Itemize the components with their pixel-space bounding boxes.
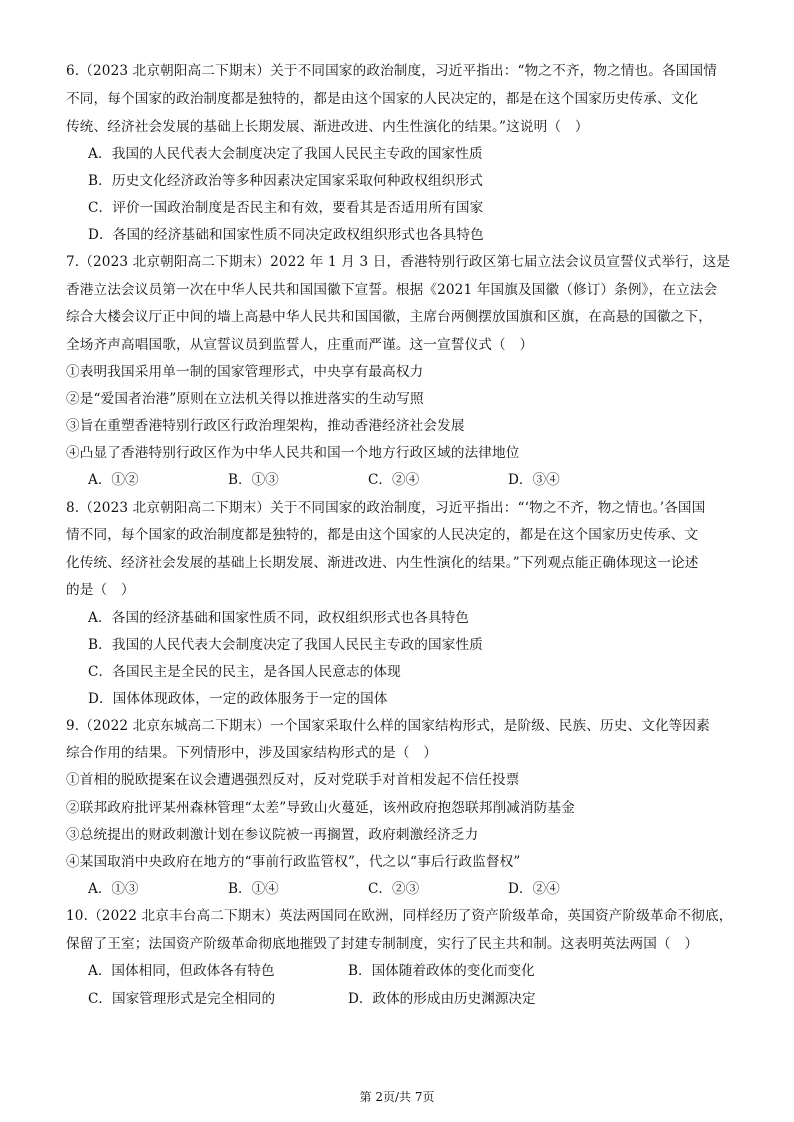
question-7-item-4: ④凸显了香港特别行政区作为中华人民共和国一个地方行政区域的法律地位 (66, 445, 520, 461)
question-6-option-c: C．评价一国政治制度是否民主和有效，要看其是否适用所有国家 (88, 200, 484, 216)
question-9-item-1: ①首相的脱欧提案在议会遭遇强烈反对，反对党联手对首相发起不信任投票 (66, 772, 520, 788)
question-7-item-2: ②是“爱国者治港”原则在立法机关得以推进落实的生动写照 (66, 391, 424, 407)
question-6-stem-line-1: 6.（2023 北京朝阳高二下期末）关于不同国家的政治制度，习近平指出：“物之不齐，物之情也。各国国情 (66, 63, 718, 79)
question-7-option-d: D．③④ (508, 472, 560, 488)
question-9-option-d: D．②④ (508, 881, 560, 897)
question-7-stem-line-4: 全场齐声高唱国歌，从宣誓议员到监誓人，庄重而严谨。这一宣誓仪式（ ） (66, 337, 534, 353)
question-7-option-b: B．①③ (228, 472, 279, 488)
question-6-option-a: A．我国的人民代表大会制度决定了我国人民民主专政的国家性质 (88, 146, 483, 162)
question-10-options-row-2 (88, 990, 536, 1008)
question-6-option-b: B．历史文化经济政治等多种因素决定国家采取何种政权组织形式 (88, 173, 483, 189)
question-9-item-4: ④某国取消中央政府在地方的“事前行政监管权”，代之以“事后行政监督权” (66, 854, 521, 870)
question-8-stem-line-3: 化传统、经济社会发展的基础上长期发展、渐进改进、内生性演化的结果。”下列观点能正确体现这一论述 (66, 555, 699, 571)
question-7-option-a: A．①② (88, 472, 139, 488)
question-8-stem-line-4: 的是（ ） (66, 582, 135, 598)
question-10-stem-line-1: 10.（2022 北京丰台高二下期末）英法两国同在欧洲，同样经历了资产阶级革命，英国资产阶级革命不彻底， (66, 908, 733, 924)
question-10-option-a: A．国体相同，但政体各有特色 (88, 963, 275, 979)
question-7-item-1: ①表明我国采用单一制的国家管理形式，中央享有最高权力 (66, 364, 424, 380)
question-8-option-a: A．各国的经济基础和国家性质不同，政权组织形式也各具特色 (88, 610, 470, 626)
question-8-option-c: C．各国民主是全民的民主，是各国人民意志的体现 (88, 664, 401, 680)
question-7-options (88, 471, 560, 489)
question-8-option-b: B．我国的人民代表大会制度决定了我国人民民主专政的国家性质 (88, 637, 483, 653)
question-7-stem-line-3: 综合大楼会议厅正中间的墙上高悬中华人民共和国国徽，主席台两侧摆放国旗和区旗，在高悬的国徽之下， (66, 309, 712, 325)
question-7-stem-line-2: 香港立法会议员第一次在中华人民共和国国徽下宣誓。根据《2021 年国旗及国徽（修订）条例》，在立法会 (66, 282, 718, 298)
question-10-option-b: B．国体随着政体的变化而变化 (348, 963, 535, 979)
question-6-option-d: D．各国的经济基础和国家性质不同决定政权组织形式也各具特色 (88, 227, 484, 243)
question-9-option-b: B．①④ (228, 881, 279, 897)
question-10-stem-line-2: 保留了王室；法国资产阶级革命彻底地摧毁了封建专制制度，实行了民主共和制。这表明英法两国（ ） (66, 936, 699, 952)
page-number-footer: 第 2页/共 7页 (359, 1090, 435, 1104)
question-6-stem-line-3: 传统、经济社会发展的基础上长期发展、渐进改进、内生性演化的结果。”这说明（ ） (66, 119, 589, 135)
question-7-option-c: C．②④ (368, 472, 420, 488)
question-8-stem-line-2: 情不同，每个国家的政治制度都是独特的，都是由这个国家的人民决定的，都是在这个国家历史传承、文 (66, 527, 699, 543)
question-9-option-c: C．②③ (368, 881, 420, 897)
question-9-item-2: ②联邦政府批评某州森林管理“太差”导致山火蔓延，该州政府抱怨联邦削减消防基金 (66, 800, 575, 816)
question-9-stem-line-1: 9.（2022 北京东城高二下期末）一个国家采取什么样的国家结构形式，是阶级、民族、历史、文化等因素 (66, 718, 710, 734)
question-7-item-3: ③旨在重塑香港特别行政区行政治理架构，推动香港经济社会发展 (66, 418, 465, 434)
question-7-stem-line-1: 7.（2023 北京朝阳高二下期末）2022 年 1 月 3 日，香港特别行政区第七届立法会议员宣誓仪式举行，这是 (66, 254, 731, 270)
question-8-option-d: D．国体体现政体，一定的政体服务于一定的国体 (88, 691, 388, 707)
question-10-option-d: D．政体的形成由历史渊源决定 (348, 991, 536, 1007)
question-6-stem-line-2: 不同，每个国家的政治制度都是独特的，都是由这个国家的人民决定的，都是在这个国家历史传承、文化 (66, 91, 699, 107)
question-10-options-row-1 (88, 962, 535, 980)
question-9-stem-line-2: 综合作用的结果。下列情形中，涉及国家结构形式的是（ ） (66, 745, 438, 761)
question-9-item-3: ③总统提出的财政刺激计划在参议院被一再搁置，政府刺激经济乏力 (66, 827, 479, 843)
question-10-option-c: C．国家管理形式是完全相同的 (88, 991, 276, 1007)
question-9-option-a: A．①③ (88, 881, 139, 897)
question-8-stem-line-1: 8.（2023 北京朝阳高二下期末）关于不同国家的政治制度，习近平指出：“‘物之不齐，物之情也。’各国国 (66, 500, 706, 516)
question-9-options (88, 880, 560, 898)
